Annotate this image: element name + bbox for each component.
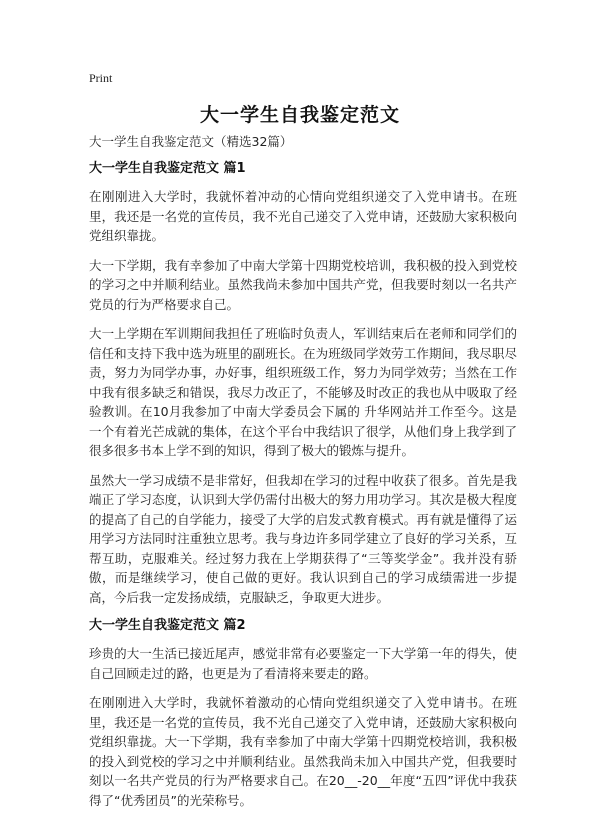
paragraph: 大一上学期在军训期间我担任了班临时负责人，军训结束后在老师和同学们的信任和支持下我中选为班里的副班长。在为班级同学效劳工作期间，我尽职尽责，努力为同学办事，办好事，组织班级工作，努力为同学效劳；当然在工作中我有很多缺乏和错误，我尽力改正了，不能够及时改正的我也从中吸取了经验教训。在10月我参加了中南大学委员会下属的 升华网站并工作至今。这是一个有着光芒成就的集体，在这个平台中我结识了很学，从他们身上我学到了很多很多书本上学不到的知识，得到了极大的锻炼与提升。	[89, 326, 517, 458]
section-heading: 大一学生自我鉴定范文 篇1	[89, 161, 246, 176]
document-body	[89, 133, 517, 820]
paragraph: 珍贵的大一生活已接近尾声，感觉非常有必要鉴定一下大学第一年的得失，使自己回顾走过的路，也更是为了看清将来要走的路。	[89, 646, 517, 681]
paragraph: 大一下学期，我有幸参加了中南大学第十四期党校培训，我积极的投入到党校的学习之中并顺利结业。虽然我尚未参加中国共产党，但我要时刻以一名共产党员的行为严格要求自己。	[89, 257, 517, 312]
section-2	[89, 617, 517, 810]
print-link[interactable]: Print	[89, 71, 113, 85]
section-1	[89, 160, 517, 607]
paragraph: 在刚刚进入大学时，我就怀着激动的心情向党组织递交了入党申请书。在班里，我还是一名党的宣传员，我不光自己递交了入党申请，还鼓励大家积极向党组织靠拢。大一下学期，我有幸参加了中南大学第十四期党校培训，我积极的投入到党校的学习之中并顺利结业。虽然我尚未加入中国共产党，但我要时刻以一名共产党员的行为严格要求自己。在20__-20__年度“五四”评优中我获得了“优秀团员”的光荣称号。	[89, 695, 517, 808]
document-subtitle: 大一学生自我鉴定范文（精选32篇）	[89, 134, 293, 149]
paragraph: 在刚刚进入大学时，我就怀着冲动的心情向党组织递交了入党申请书。在班里，我还是一名党的宣传员，我不光自己递交了入党申请，还鼓励大家积极向党组织靠拢。	[89, 189, 517, 243]
section-heading: 大一学生自我鉴定范文 篇2	[89, 618, 246, 633]
page-title: 大一学生自我鉴定范文	[199, 104, 400, 126]
paragraph: 虽然大一学习成绩不是非常好，但我却在学习的过程中收获了很多。首先是我端正了学习态度，认识到大学仍需付出极大的努力用功学习。其次是极大程度的提高了自己的自学能力，接受了大学的启发式教育模式。再有就是懂得了运用学习方法同时注重独立思考。我与身边许多同学建立了良好的学习关系，互帮互助，克服难关。经过努力我在上学期获得了“三等奖学金”。我并没有骄傲，而是继续学习，使自己做的更好。我认识到自己的学习成绩需进一步提高，今后我一定发扬成绩，克服缺乏，争取更大进步。	[89, 472, 517, 605]
